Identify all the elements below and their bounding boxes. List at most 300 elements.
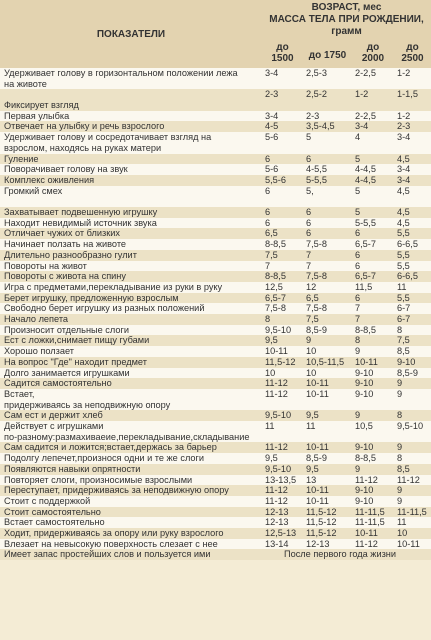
- indicator-label-line: Переступает, придерживаясь за неподвижную опору: [4, 485, 229, 496]
- value-text: 3-4: [397, 164, 411, 175]
- indicator-label-line: взрослом, находясь на руках матери: [4, 142, 162, 153]
- value-cell: [303, 164, 352, 175]
- value-text: 7: [265, 260, 271, 271]
- value-text: 9,5: [306, 410, 319, 421]
- value-cell: [262, 357, 303, 368]
- value-text: 10: [306, 346, 317, 357]
- table-row: [0, 293, 431, 304]
- value-cell: [352, 464, 394, 475]
- value-text: 8,5: [397, 463, 410, 474]
- value-cell: [394, 111, 431, 122]
- value-text: 9: [306, 335, 312, 346]
- table-row: [0, 186, 431, 207]
- table-row: [0, 175, 431, 186]
- age-note-cell: После первого года жизни: [262, 549, 431, 560]
- value-text: 10-11: [306, 495, 329, 506]
- value-cell: [262, 496, 303, 507]
- indicator-label-line: на животе: [4, 78, 47, 89]
- value-cell: [352, 164, 394, 175]
- value-text: 8-8,5: [265, 239, 286, 250]
- value-text: 6: [265, 207, 271, 218]
- value-text: 11-11,5: [355, 506, 385, 517]
- table-row: [0, 496, 431, 507]
- value-text: 11,5-12: [306, 528, 337, 539]
- value-text: 9-10: [355, 367, 374, 378]
- value-text: 2,5-2: [306, 89, 327, 100]
- table-row: [0, 250, 431, 261]
- value-cell: [262, 261, 303, 272]
- value-text: 9-10: [355, 495, 374, 506]
- table-row: [0, 164, 431, 175]
- value-cell: [352, 218, 394, 229]
- value-cell: [352, 368, 394, 379]
- indicator-label-line: Влезает на невысокую поверхность слезает с нее: [4, 538, 218, 549]
- value-text: 6,5-7: [265, 292, 286, 303]
- weight-col-header-2500: [394, 40, 431, 68]
- value-cell: [394, 485, 431, 496]
- value-text: 9,5-10: [265, 410, 292, 421]
- indicator-cell: [0, 485, 262, 496]
- value-text: 6,5-7: [355, 239, 376, 250]
- value-text: 8: [397, 453, 403, 464]
- value-cell: [262, 111, 303, 122]
- value-cell: [352, 453, 394, 464]
- value-text: 9,5-10: [265, 463, 292, 474]
- indicator-label-line: Хорошо ползает: [4, 346, 74, 357]
- indicator-cell: [0, 154, 262, 165]
- value-cell: [352, 186, 394, 207]
- value-text: 1-1,5: [397, 89, 418, 100]
- value-text: 5-6: [265, 132, 279, 143]
- value-text: 3-4: [397, 132, 411, 143]
- table-row: [0, 282, 431, 293]
- value-cell: [303, 282, 352, 293]
- indicator-label-line: Садится самостоятельно: [4, 378, 112, 389]
- value-cell: [303, 464, 352, 475]
- value-text: 6: [355, 228, 361, 239]
- indicator-label-line: Повороты на живот: [4, 260, 87, 271]
- value-cell: [262, 314, 303, 325]
- value-text: 6,5: [306, 292, 319, 303]
- table-row: [0, 132, 431, 153]
- value-cell: [303, 517, 352, 528]
- value-cell: [352, 132, 394, 153]
- indicator-cell: [0, 186, 262, 207]
- value-text: 6: [355, 249, 361, 260]
- table-row: [0, 410, 431, 421]
- value-text: 11,5-12: [306, 517, 337, 528]
- value-text: 3-4: [265, 68, 279, 78]
- value-cell: [262, 68, 303, 89]
- value-cell: [262, 89, 303, 110]
- value-cell: [394, 496, 431, 507]
- value-cell: [394, 410, 431, 421]
- value-text: 2,5-3: [306, 68, 327, 78]
- value-cell: [262, 368, 303, 379]
- value-text: 9: [397, 378, 403, 389]
- value-cell: [394, 250, 431, 261]
- indicators-header: ПОКАЗАТЕЛИ: [0, 0, 262, 68]
- table-row: [0, 314, 431, 325]
- value-cell: [352, 282, 394, 293]
- indicator-label-line: Начинает ползать на животе: [4, 239, 127, 250]
- value-text: 4,5: [397, 217, 410, 228]
- value-text: 5: [306, 132, 312, 143]
- value-cell: [262, 154, 303, 165]
- value-cell: [262, 250, 303, 261]
- value-cell: [352, 335, 394, 346]
- value-cell: [303, 68, 352, 89]
- value-text: 7,5-8: [306, 239, 327, 250]
- indicator-cell: [0, 175, 262, 186]
- value-text: 4-4,5: [355, 164, 376, 175]
- value-text: 5,5: [397, 292, 410, 303]
- value-cell: [352, 293, 394, 304]
- value-cell: [394, 442, 431, 453]
- value-text: 10-11: [306, 378, 329, 389]
- value-cell: [394, 528, 431, 539]
- value-cell: [303, 293, 352, 304]
- value-cell: [262, 335, 303, 346]
- value-cell: [352, 111, 394, 122]
- value-cell: [352, 528, 394, 539]
- value-cell: [303, 303, 352, 314]
- value-text: 11-12: [355, 538, 378, 549]
- value-cell: [394, 517, 431, 528]
- value-cell: [394, 261, 431, 272]
- value-text: 4,5: [397, 185, 410, 196]
- value-cell: [394, 207, 431, 218]
- value-cell: [303, 186, 352, 207]
- value-text: 8: [355, 335, 361, 346]
- value-text: 9: [355, 463, 361, 474]
- value-text: 10-11: [355, 356, 378, 367]
- value-text: 11-12: [355, 474, 378, 485]
- indicator-cell: [0, 239, 262, 250]
- value-text: 5: [355, 185, 361, 196]
- value-text: 9,5: [306, 463, 319, 474]
- value-cell: [262, 453, 303, 464]
- indicator-cell: [0, 517, 262, 528]
- value-cell: [394, 314, 431, 325]
- value-text: 7: [306, 249, 312, 260]
- table-row: [0, 389, 431, 410]
- value-cell: [394, 453, 431, 464]
- weight-col-line: 2500: [401, 53, 424, 64]
- indicator-label-line: Удерживает голову в горизонтальном положении лежа: [4, 68, 238, 78]
- value-text: 12: [306, 281, 317, 292]
- indicator-label-line: Сам ест и держит хлеб: [4, 410, 103, 421]
- indicator-cell: [0, 218, 262, 229]
- indicator-cell: [0, 357, 262, 368]
- table-row: [0, 464, 431, 475]
- value-cell: [303, 121, 352, 132]
- indicator-label-line: Стоит с поддержкой: [4, 495, 91, 506]
- table-row: [0, 271, 431, 282]
- value-text: 2-2,5: [355, 110, 376, 121]
- value-text: 8: [397, 324, 403, 335]
- value-text: 11: [265, 421, 275, 432]
- table-row: [0, 378, 431, 389]
- value-text: 3-4: [397, 174, 411, 185]
- value-text: 6-6,5: [397, 271, 418, 282]
- value-cell: [262, 325, 303, 336]
- value-cell: [394, 368, 431, 379]
- value-text: 4-5: [265, 121, 279, 132]
- indicator-label-line: Отличает чужих от близких: [4, 228, 120, 239]
- value-cell: [303, 346, 352, 357]
- value-cell: [352, 346, 394, 357]
- value-text: 11-11,5: [355, 517, 385, 528]
- value-text: 11,5-12: [265, 356, 296, 367]
- indicator-label-line: Повторяет слоги, произносимые взрослыми: [4, 474, 193, 485]
- value-cell: [352, 410, 394, 421]
- value-cell: [394, 89, 431, 110]
- value-text: 4-5,5: [306, 164, 327, 175]
- value-cell: [262, 186, 303, 207]
- indicator-cell: [0, 421, 262, 442]
- value-text: 6: [306, 153, 312, 164]
- value-cell: [262, 175, 303, 186]
- value-cell: [394, 293, 431, 304]
- value-text: 7,5-8: [306, 271, 327, 282]
- value-cell: [394, 464, 431, 475]
- indicator-label-line: Поворачивает голову на звук: [4, 164, 128, 175]
- value-cell: [352, 121, 394, 132]
- value-text: 10-11: [355, 528, 378, 539]
- value-text: 8-8,5: [355, 324, 376, 335]
- indicator-label-line: Имеет запас простейших слов и пользуется ими: [4, 549, 211, 560]
- indicator-cell: [0, 410, 262, 421]
- value-cell: [394, 228, 431, 239]
- indicator-label-line: Стоит самостоятельно: [4, 506, 101, 517]
- value-text: 9-10: [355, 442, 374, 453]
- value-cell: [303, 250, 352, 261]
- value-text: 11-12: [265, 495, 288, 506]
- indicator-cell: [0, 325, 262, 336]
- value-cell: [303, 485, 352, 496]
- value-cell: [303, 89, 352, 110]
- value-cell: [394, 132, 431, 153]
- value-text: 9,5-10: [397, 421, 424, 432]
- table-row: [0, 325, 431, 336]
- value-text: 7: [355, 303, 361, 314]
- value-text: 8: [265, 314, 271, 325]
- value-text: 11-12: [397, 474, 420, 485]
- value-cell: [262, 239, 303, 250]
- weight-col-header-1500: [262, 40, 303, 68]
- indicator-cell: [0, 293, 262, 304]
- table-row: [0, 549, 431, 560]
- value-cell: [394, 154, 431, 165]
- table-row: [0, 368, 431, 379]
- value-cell: [303, 218, 352, 229]
- value-text: 9-10: [355, 485, 374, 496]
- value-cell: [352, 475, 394, 486]
- value-text: 6: [265, 185, 271, 196]
- value-text: 8: [397, 410, 403, 421]
- indicator-cell: [0, 207, 262, 218]
- value-text: 10,5: [355, 421, 373, 432]
- indicator-label-line: Гуление: [4, 153, 39, 164]
- indicator-cell: [0, 389, 262, 410]
- value-text: 5,5: [397, 228, 410, 239]
- value-text: 7,5-8: [306, 303, 327, 314]
- age-weight-header: [262, 0, 431, 40]
- value-cell: [352, 271, 394, 282]
- indicator-label-line: Комплекс оживления: [4, 174, 95, 185]
- indicator-label-line: Повороты с живота на спину: [4, 271, 126, 282]
- table-row: [0, 453, 431, 464]
- value-text: 11-12: [265, 378, 288, 389]
- value-text: 9,5: [265, 335, 278, 346]
- weight-col-header-1750: [303, 40, 352, 68]
- value-text: 6: [355, 260, 361, 271]
- value-text: 11,5: [355, 281, 373, 292]
- value-cell: [352, 239, 394, 250]
- value-text: 9: [397, 442, 403, 453]
- value-text: 10-11: [306, 388, 329, 399]
- indicator-label-line: Фиксирует взгляд: [4, 100, 79, 111]
- value-text: 6: [355, 292, 361, 303]
- indicator-cell: [0, 121, 262, 132]
- value-cell: [352, 175, 394, 186]
- table-row: [0, 218, 431, 229]
- indicator-cell: [0, 111, 262, 122]
- value-cell: [262, 507, 303, 518]
- value-text: 6: [265, 217, 271, 228]
- value-text: 8,5-9: [397, 367, 418, 378]
- indicator-cell: [0, 507, 262, 518]
- value-text: 8-8,5: [355, 453, 376, 464]
- value-text: 3-4: [355, 121, 369, 132]
- value-cell: [394, 539, 431, 550]
- value-cell: [262, 271, 303, 282]
- value-cell: [394, 389, 431, 410]
- value-cell: [262, 121, 303, 132]
- value-cell: [303, 239, 352, 250]
- value-cell: [303, 335, 352, 346]
- value-cell: [394, 218, 431, 229]
- table-row: [0, 111, 431, 122]
- value-cell: [394, 303, 431, 314]
- value-cell: [303, 453, 352, 464]
- value-cell: [303, 528, 352, 539]
- value-text: 10-11: [397, 538, 420, 549]
- value-cell: [352, 261, 394, 272]
- value-cell: [303, 539, 352, 550]
- value-cell: [394, 175, 431, 186]
- value-text: 9-10: [355, 388, 374, 399]
- value-cell: [352, 496, 394, 507]
- grams-header-line: грамм: [331, 26, 362, 37]
- value-text: 9,5-10: [265, 324, 292, 335]
- value-cell: [352, 154, 394, 165]
- value-cell: [303, 507, 352, 518]
- value-cell: [303, 357, 352, 368]
- table-row: [0, 335, 431, 346]
- indicator-label-line: Игра с предметами,перекладывание из руки в руку: [4, 281, 223, 292]
- value-text: 8,5: [397, 346, 410, 357]
- value-cell: [262, 282, 303, 293]
- value-text: 6-6,5: [397, 239, 418, 250]
- value-cell: [262, 464, 303, 475]
- indicator-label-line: Захватывает подвешенную игрушку: [4, 207, 158, 218]
- table-row: [0, 154, 431, 165]
- value-text: 6: [306, 207, 312, 218]
- value-text: 11-12: [265, 442, 288, 453]
- value-cell: [303, 228, 352, 239]
- value-cell: [303, 378, 352, 389]
- indicator-label-line: Громкий смех: [4, 185, 63, 196]
- indicator-cell: [0, 164, 262, 175]
- value-text: 12,5: [265, 281, 283, 292]
- indicator-label-line: придерживаясь за неподвижную опору: [4, 399, 171, 410]
- indicator-label-line: Отвечает на улыбку и речь взрослого: [4, 121, 165, 132]
- value-cell: [394, 325, 431, 336]
- value-cell: [352, 507, 394, 518]
- indicator-cell: [0, 271, 262, 282]
- value-cell: [394, 164, 431, 175]
- indicator-cell: [0, 282, 262, 293]
- value-cell: [394, 282, 431, 293]
- value-text: 1-2: [355, 89, 369, 100]
- value-text: 3,5-4,5: [306, 121, 335, 132]
- value-text: 5,5: [397, 260, 410, 271]
- value-text: 9: [355, 346, 361, 357]
- birth-weight-header-line: МАССА ТЕЛА ПРИ РОЖДЕНИИ,: [269, 14, 424, 25]
- table-row: [0, 68, 431, 89]
- value-cell: [352, 207, 394, 218]
- table-row: [0, 485, 431, 496]
- value-cell: [262, 410, 303, 421]
- value-text: 13-13,5: [265, 474, 297, 485]
- value-cell: [262, 517, 303, 528]
- indicator-cell: [0, 132, 262, 153]
- value-text: 8,5-9: [306, 324, 327, 335]
- table-body: [0, 68, 431, 560]
- value-cell: [303, 475, 352, 486]
- value-cell: [262, 485, 303, 496]
- table-row: [0, 475, 431, 486]
- value-text: 12-13: [306, 538, 330, 549]
- value-cell: [352, 539, 394, 550]
- value-text: 7,5: [265, 249, 278, 260]
- table-row: [0, 442, 431, 453]
- weight-col-line: до 1750: [308, 49, 347, 61]
- value-cell: [352, 442, 394, 453]
- value-cell: [352, 517, 394, 528]
- indicator-label-line: Ест с ложки,снимает пищу губами: [4, 335, 150, 346]
- value-cell: [394, 507, 431, 518]
- table-row: [0, 207, 431, 218]
- indicator-cell: [0, 346, 262, 357]
- value-text: 11,5-12: [306, 506, 337, 517]
- indicator-cell: [0, 261, 262, 272]
- value-cell: [352, 250, 394, 261]
- indicator-cell: [0, 250, 262, 261]
- value-cell: [394, 68, 431, 89]
- value-cell: [262, 378, 303, 389]
- value-text: 13-14: [265, 538, 289, 549]
- value-text: 6: [265, 153, 271, 164]
- indicator-cell: [0, 378, 262, 389]
- table-row: [0, 346, 431, 357]
- value-text: 10-11: [306, 442, 329, 453]
- value-cell: [352, 89, 394, 110]
- value-cell: [303, 154, 352, 165]
- table-row: [0, 421, 431, 442]
